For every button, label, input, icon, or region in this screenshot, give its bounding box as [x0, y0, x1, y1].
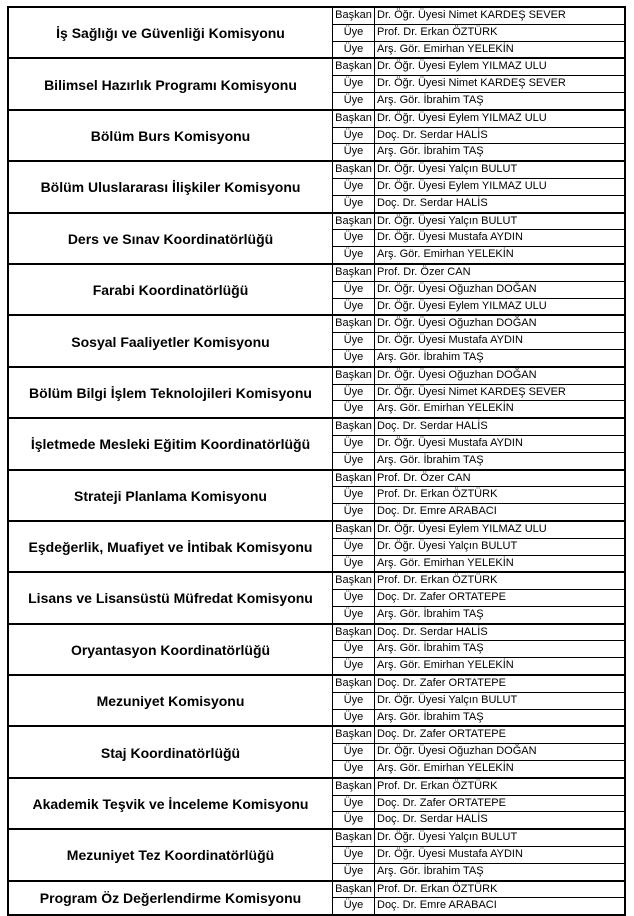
committee-name: Oryantasyon Koordinatörlüğü [9, 625, 333, 674]
member-list [333, 573, 624, 622]
member-name: Doç. Dr. Zafer ORTATEPE [377, 728, 506, 741]
member-row [333, 59, 624, 75]
committee-name: Eşdeğerlik, Muafiyet ve İntibak Komisyonu [9, 522, 333, 571]
member-name: Arş. Gör. İbrahim TAŞ [377, 864, 484, 877]
committee-name: Akademik Teşvik ve İnceleme Komisyonu [9, 779, 333, 828]
member-list [333, 471, 624, 520]
committee-group [9, 520, 624, 571]
member-row [333, 538, 624, 555]
member-list [333, 265, 624, 314]
member-list [333, 522, 624, 571]
member-name: Dr. Öğr. Üyesi Eylem YILMAZ ULU [377, 522, 547, 535]
member-role: Üye [333, 350, 375, 366]
committee-name: Sosyal Faaliyetler Komisyonu [9, 316, 333, 365]
member-row [333, 92, 624, 109]
committee-group [9, 212, 624, 263]
member-row [333, 214, 624, 230]
member-row [333, 657, 624, 674]
member-list [333, 676, 624, 725]
member-name: Prof. Dr. Erkan ÖZTÜRK [377, 779, 498, 792]
member-role: Başkan [333, 471, 375, 487]
member-row [333, 281, 624, 298]
member-row [333, 471, 624, 487]
member-name: Arş. Gör. İbrahim TAŞ [377, 350, 484, 363]
member-name: Arş. Gör. Emirhan YELEKİN [377, 402, 514, 415]
committee-group [9, 674, 624, 725]
member-row [333, 298, 624, 315]
member-row [333, 229, 624, 246]
member-role: Başkan [333, 368, 375, 384]
member-name: Dr. Öğr. Üyesi Yalçın BULUT [377, 163, 518, 176]
member-name: Arş. Gör. İbrahim TAŞ [377, 642, 484, 655]
member-list [333, 419, 624, 468]
member-name: Doç. Dr. Serdar HALİS [377, 813, 488, 826]
member-name: Dr. Öğr. Üyesi Yalçın BULUT [377, 831, 518, 844]
member-role: Üye [333, 796, 375, 812]
committee-name: Staj Koordinatörlüğü [9, 727, 333, 776]
member-role: Başkan [333, 830, 375, 846]
committee-name: Mezuniyet Tez Koordinatörlüğü [9, 830, 333, 879]
member-role: Üye [333, 898, 375, 914]
member-list [333, 316, 624, 365]
committee-name: İşletmede Mesleki Eğitim Koordinatörlüğü [9, 419, 333, 468]
member-name: Dr. Öğr. Üyesi Eylem YILMAZ ULU [377, 111, 547, 124]
member-name: Dr. Öğr. Üyesi Mustafa AYDIN [377, 436, 523, 449]
member-role: Başkan [333, 162, 375, 178]
member-name: Arş. Gör. Emirhan YELEKİN [377, 659, 514, 672]
member-role: Üye [333, 128, 375, 144]
member-row [333, 384, 624, 401]
member-row [333, 503, 624, 520]
member-name: Arş. Gör. İbrahim TAŞ [377, 145, 484, 158]
committee-table [7, 6, 626, 916]
member-name: Dr. Öğr. Üyesi Yalçın BULUT [377, 539, 518, 552]
member-row [333, 760, 624, 777]
committee-name: Bölüm Burs Komisyonu [9, 111, 333, 160]
member-list [333, 8, 624, 57]
member-row [333, 368, 624, 384]
member-row [333, 606, 624, 623]
member-row [333, 589, 624, 606]
member-name: Dr. Öğr. Üyesi Yalçın BULUT [377, 214, 518, 227]
member-role: Üye [333, 847, 375, 863]
member-name: Arş. Gör. İbrahim TAŞ [377, 710, 484, 723]
member-row [333, 692, 624, 709]
committee-name: İş Sağlığı ve Güvenliği Komisyonu [9, 8, 333, 57]
member-name: Dr. Öğr. Üyesi Mustafa AYDIN [377, 334, 523, 347]
committee-group [9, 777, 624, 828]
member-role: Üye [333, 299, 375, 315]
committee-group [9, 109, 624, 160]
member-name: Arş. Gör. İbrahim TAŞ [377, 453, 484, 466]
member-name: Dr. Öğr. Üyesi Oğuzhan DOĞAN [377, 282, 537, 295]
member-row [333, 727, 624, 743]
committee-group [9, 417, 624, 468]
member-name: Dr. Öğr. Üyesi Mustafa AYDIN [377, 231, 523, 244]
member-name: Doç. Dr. Zafer ORTATEPE [377, 591, 506, 604]
member-role: Üye [333, 864, 375, 880]
member-name: Prof. Dr. Erkan ÖZTÜRK [377, 882, 498, 895]
member-role: Başkan [333, 214, 375, 230]
member-row [333, 555, 624, 572]
member-role: Başkan [333, 573, 375, 589]
member-role: Üye [333, 744, 375, 760]
member-row [333, 846, 624, 863]
member-role: Başkan [333, 265, 375, 281]
committee-group [9, 725, 624, 776]
member-name: Dr. Öğr. Üyesi Nimet KARDEŞ SEVER [377, 9, 566, 21]
member-role: Üye [333, 658, 375, 674]
committee-name: Lisans ve Lisansüstü Müfredat Komisyonu [9, 573, 333, 622]
member-name: Dr. Öğr. Üyesi Mustafa AYDIN [377, 848, 523, 861]
member-role: Üye [333, 247, 375, 263]
member-row [333, 625, 624, 641]
member-name: Prof. Dr. Erkan ÖZTÜRK [377, 574, 498, 587]
member-name: Doç. Dr. Serdar HALİS [377, 128, 488, 141]
member-row [333, 779, 624, 795]
member-role: Üye [333, 42, 375, 58]
member-row [333, 640, 624, 657]
member-role: Üye [333, 539, 375, 555]
member-name: Doç. Dr. Emre ARABACI [377, 899, 497, 912]
committee-name: Bölüm Uluslararası İlişkiler Komisyonu [9, 162, 333, 211]
member-role: Üye [333, 556, 375, 572]
member-role: Üye [333, 282, 375, 298]
member-row [333, 830, 624, 846]
member-name: Arş. Gör. Emirhan YELEKİN [377, 762, 514, 775]
member-row [333, 24, 624, 41]
committee-group [9, 469, 624, 520]
member-list [333, 727, 624, 776]
member-role: Üye [333, 693, 375, 709]
member-row [333, 435, 624, 452]
committee-group [9, 263, 624, 314]
member-role: Başkan [333, 59, 375, 75]
member-role: Üye [333, 812, 375, 828]
member-list [333, 779, 624, 828]
member-role: Üye [333, 25, 375, 41]
member-row [333, 41, 624, 58]
member-name: Prof. Dr. Erkan ÖZTÜRK [377, 488, 498, 501]
committee-group [9, 571, 624, 622]
member-row [333, 75, 624, 92]
member-name: Dr. Öğr. Üyesi Eylem YILMAZ ULU [377, 179, 547, 192]
member-role: Üye [333, 436, 375, 452]
member-row [333, 111, 624, 127]
member-role: Üye [333, 333, 375, 349]
committee-name: Program Öz Değerlendirme Komisyonu [9, 882, 333, 915]
member-role: Üye [333, 179, 375, 195]
member-row [333, 332, 624, 349]
member-role: Başkan [333, 316, 375, 332]
member-list [333, 162, 624, 211]
member-row [333, 8, 624, 24]
committee-group [9, 623, 624, 674]
member-row [333, 486, 624, 503]
member-list [333, 214, 624, 263]
member-name: Doç. Dr. Emre ARABACI [377, 505, 497, 518]
member-name: Arş. Gör. Emirhan YELEKİN [377, 248, 514, 261]
member-list [333, 625, 624, 674]
member-row [333, 127, 624, 144]
member-role: Başkan [333, 8, 375, 24]
member-name: Dr. Öğr. Üyesi Nimet KARDEŞ SEVER [377, 385, 566, 398]
committee-group [9, 828, 624, 879]
member-row [333, 316, 624, 332]
member-list [333, 111, 624, 160]
member-row [333, 162, 624, 178]
member-role: Üye [333, 504, 375, 520]
member-name: Arş. Gör. İbrahim TAŞ [377, 93, 484, 106]
member-name: Prof. Dr. Özer CAN [377, 471, 471, 484]
member-row [333, 882, 624, 898]
committee-group [9, 880, 624, 915]
member-row [333, 178, 624, 195]
member-row [333, 265, 624, 281]
member-list [333, 882, 624, 915]
member-list [333, 830, 624, 879]
committee-name: Bölüm Bilgi İşlem Teknolojileri Komisyonu [9, 368, 333, 417]
committee-group [9, 57, 624, 108]
member-list [333, 368, 624, 417]
member-row [333, 349, 624, 366]
member-name: Doç. Dr. Zafer ORTATEPE [377, 677, 506, 690]
committee-name: Ders ve Sınav Koordinatörlüğü [9, 214, 333, 263]
member-row [333, 795, 624, 812]
member-row [333, 709, 624, 726]
member-row [333, 676, 624, 692]
member-role: Başkan [333, 522, 375, 538]
member-name: Dr. Öğr. Üyesi Oğuzhan DOĞAN [377, 368, 537, 381]
member-row [333, 195, 624, 212]
member-role: Üye [333, 641, 375, 657]
member-name: Dr. Öğr. Üyesi Eylem YILMAZ ULU [377, 299, 547, 312]
member-row [333, 863, 624, 880]
member-role: Üye [333, 93, 375, 109]
member-row [333, 743, 624, 760]
member-name: Doç. Dr. Zafer ORTATEPE [377, 796, 506, 809]
member-role: Üye [333, 761, 375, 777]
committee-group [9, 366, 624, 417]
member-name: Doç. Dr. Serdar HALİS [377, 420, 488, 433]
member-name: Dr. Öğr. Üyesi Oğuzhan DOĞAN [377, 745, 537, 758]
committee-group [9, 8, 624, 57]
committee-name: Bilimsel Hazırlık Programı Komisyonu [9, 59, 333, 108]
member-role: Üye [333, 453, 375, 469]
member-name: Prof. Dr. Erkan ÖZTÜRK [377, 25, 498, 38]
member-role: Üye [333, 76, 375, 92]
member-name: Doç. Dr. Serdar HALİS [377, 196, 488, 209]
committee-group [9, 160, 624, 211]
member-role: Başkan [333, 676, 375, 692]
member-name: Dr. Öğr. Üyesi Eylem YILMAZ ULU [377, 60, 547, 73]
member-role: Başkan [333, 111, 375, 127]
member-name: Dr. Öğr. Üyesi Oğuzhan DOĞAN [377, 317, 537, 330]
member-name: Arş. Gör. Emirhan YELEKİN [377, 556, 514, 569]
member-role: Üye [333, 385, 375, 401]
committee-name: Mezuniyet Komisyonu [9, 676, 333, 725]
member-row [333, 522, 624, 538]
member-row [333, 143, 624, 160]
committee-name: Strateji Planlama Komisyonu [9, 471, 333, 520]
member-role: Üye [333, 607, 375, 623]
member-row [333, 811, 624, 828]
member-role: Başkan [333, 779, 375, 795]
member-role: Üye [333, 710, 375, 726]
member-name: Arş. Gör. İbrahim TAŞ [377, 607, 484, 620]
member-role: Başkan [333, 727, 375, 743]
member-name: Doç. Dr. Serdar HALİS [377, 625, 488, 638]
member-name: Prof. Dr. Özer CAN [377, 265, 471, 278]
member-role: Üye [333, 144, 375, 160]
member-role: Başkan [333, 882, 375, 898]
member-name: Dr. Öğr. Üyesi Nimet KARDEŞ SEVER [377, 77, 566, 90]
member-role: Üye [333, 590, 375, 606]
member-row [333, 452, 624, 469]
member-role: Başkan [333, 419, 375, 435]
member-role: Üye [333, 401, 375, 417]
member-list [333, 59, 624, 108]
member-role: Başkan [333, 625, 375, 641]
member-role: Üye [333, 196, 375, 212]
committee-group [9, 314, 624, 365]
member-row [333, 573, 624, 589]
committee-name: Farabi Koordinatörlüğü [9, 265, 333, 314]
member-row [333, 419, 624, 435]
member-name: Arş. Gör. Emirhan YELEKİN [377, 42, 514, 55]
member-row [333, 246, 624, 263]
member-name: Dr. Öğr. Üyesi Yalçın BULUT [377, 693, 518, 706]
member-row [333, 400, 624, 417]
member-role: Üye [333, 487, 375, 503]
member-role: Üye [333, 230, 375, 246]
